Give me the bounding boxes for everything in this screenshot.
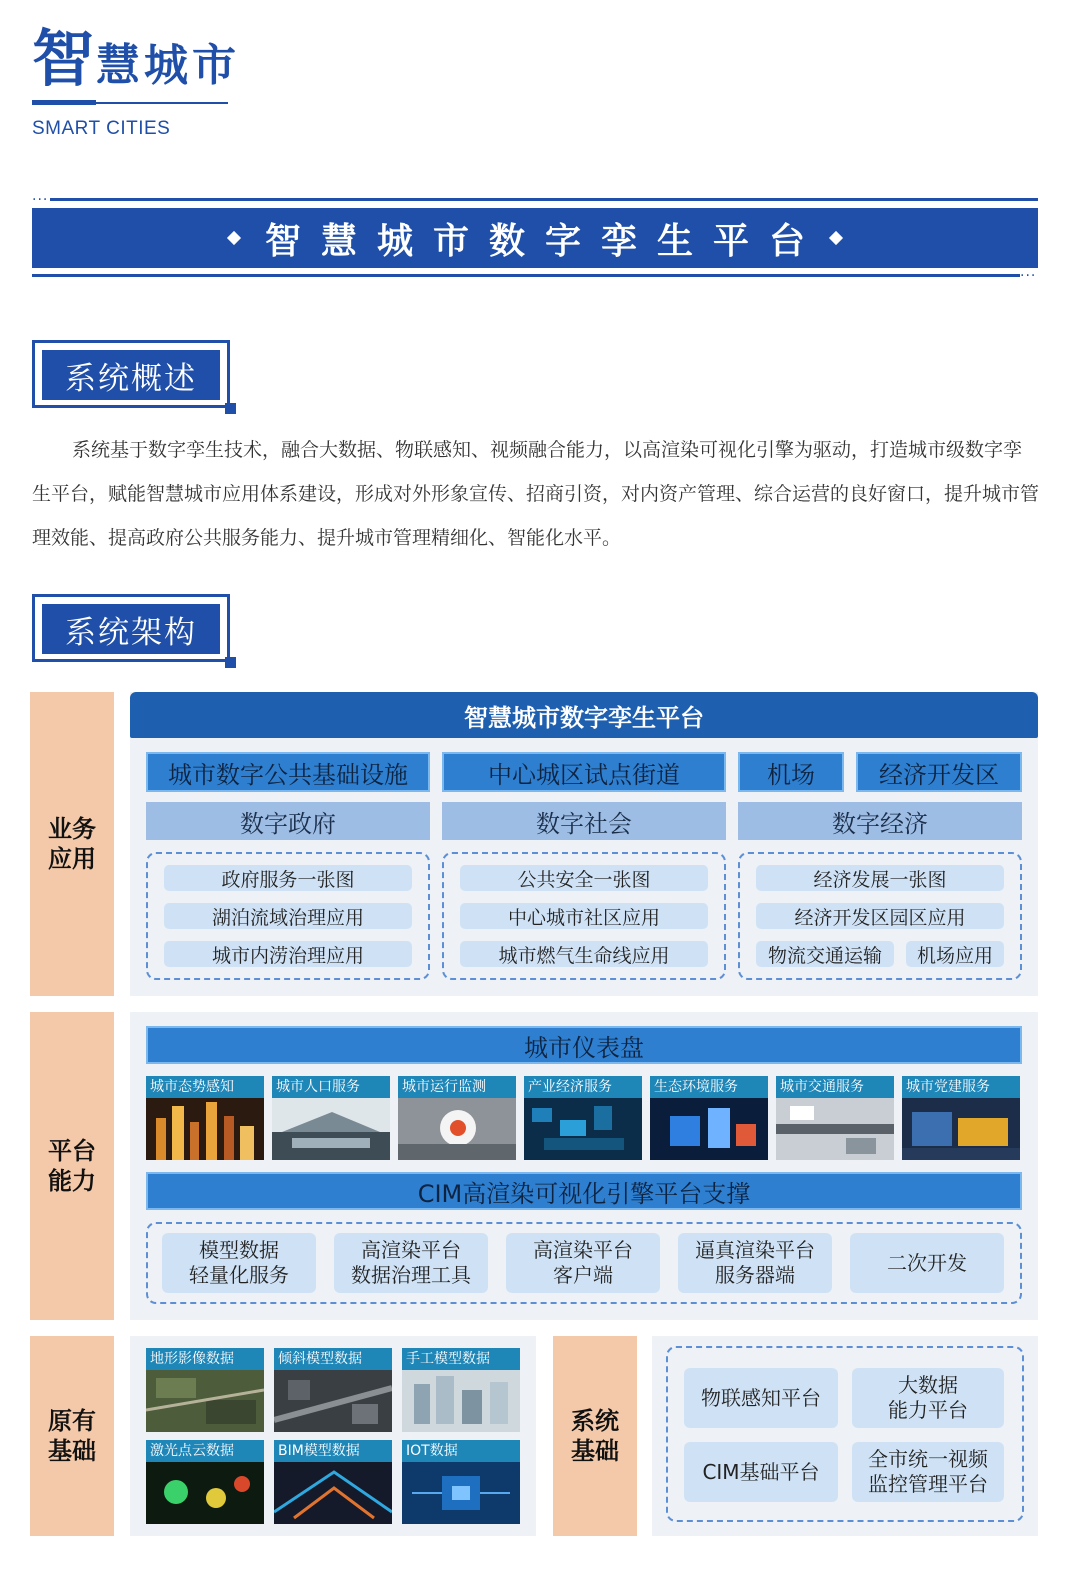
app-item: 经济发展一张图 — [756, 865, 1004, 891]
terrain-image — [146, 1370, 264, 1432]
app-item: 城市燃气生命线应用 — [460, 941, 708, 967]
overview-paragraph: 系统基于数字孪生技术，融合大数据、物联感知、视频融合能力，以高渲染可视化引擎为驱动，打造城市级数字孪生平台，赋能智慧城市应用体系建设，形成对外形象宣传、招商引资，对内资产管理、综合运营的良好窗口，提升城市管理效能、提高政府公共服务能力、提升城市管理精细化、智能化水平。 — [32, 439, 1040, 549]
service-tile — [398, 1076, 516, 1160]
app-item: 政府服务一张图 — [164, 865, 412, 891]
brand-underline-thin — [96, 102, 228, 104]
banner-line-bottom — [32, 274, 1020, 277]
banner-dots-top: ··· — [32, 192, 49, 208]
service-tile — [524, 1076, 642, 1160]
data-tile — [274, 1348, 392, 1432]
heading-corner-square — [225, 403, 236, 414]
data-tile — [146, 1440, 264, 1524]
app-item: 湖泊流域治理应用 — [164, 903, 412, 929]
heading-corner-square — [225, 657, 236, 668]
service-tile-label: 城市人口服务 — [272, 1076, 390, 1098]
app-item: 机场应用 — [906, 941, 1004, 967]
point-cloud-image — [146, 1462, 264, 1524]
system-base-card: 物联感知平台 — [684, 1368, 838, 1428]
platform-top-title: 智慧城市数字孪生平台 — [130, 692, 1038, 738]
brand-title-first-char: 智 — [32, 22, 97, 95]
layer-label-business: 业务 应用 — [30, 692, 114, 996]
service-tile-label: 城市党建服务 — [902, 1076, 1020, 1098]
app-item: 经济开发区园区应用 — [756, 903, 1004, 929]
cim-tool-card: 高渲染平台 数据治理工具 — [334, 1233, 488, 1293]
system-base-card: CIM基础平台 — [684, 1442, 838, 1502]
app-item: 物流交通运输 — [756, 941, 894, 967]
section-heading-overview — [32, 340, 230, 408]
environment-image — [650, 1098, 768, 1160]
service-tile-label: 生态环境服务 — [650, 1076, 768, 1098]
service-tile-label: 城市交通服务 — [776, 1076, 894, 1098]
banner-title: 智慧城市数字孪生平台 — [264, 220, 825, 262]
banner-dots-bottom: ··· — [1020, 268, 1037, 284]
domain-digital-government: 数字政府 — [146, 802, 430, 840]
cim-tool-card: 高渲染平台 客户端 — [506, 1233, 660, 1293]
system-base-card: 全市统一视频 监控管理平台 — [852, 1442, 1004, 1502]
data-tile-label: BIM模型数据 — [274, 1440, 392, 1462]
service-tile — [776, 1076, 894, 1160]
data-tile-label: 激光点云数据 — [146, 1440, 264, 1462]
service-tile-label: 城市态势感知 — [146, 1076, 264, 1098]
data-tile-label: 手工模型数据 — [402, 1348, 520, 1370]
service-tile — [902, 1076, 1020, 1160]
brand-underline-thick — [32, 100, 96, 105]
data-tile-label: 倾斜模型数据 — [274, 1348, 392, 1370]
app-item: 中心城市社区应用 — [460, 903, 708, 929]
scenario-economic-zone: 经济开发区 — [856, 752, 1022, 792]
system-base-card: 大数据 能力平台 — [852, 1368, 1004, 1428]
service-tile — [272, 1076, 390, 1160]
diamond-bullet-icon — [227, 231, 241, 245]
section-heading-overview-label: 系统概述 — [42, 350, 220, 400]
app-item: 城市内涝治理应用 — [164, 941, 412, 967]
section-heading-architecture-label: 系统架构 — [42, 604, 220, 654]
service-tile-label: 城市运行监测 — [398, 1076, 516, 1098]
iot-chip-image — [402, 1462, 520, 1524]
service-tile — [146, 1076, 264, 1160]
banner-line-top — [50, 198, 1038, 201]
cim-tool-card: 二次开发 — [850, 1233, 1004, 1293]
title-banner — [32, 208, 1038, 268]
section-heading-architecture — [32, 594, 230, 662]
scenario-infrastructure: 城市数字公共基础设施 — [146, 752, 430, 792]
domain-digital-economy: 数字经济 — [738, 802, 1022, 840]
cim-tool-card: 逼真渲染平台 服务器端 — [678, 1233, 832, 1293]
layer-label-system-base: 系统 基础 — [553, 1336, 637, 1536]
oblique-model-image — [274, 1370, 392, 1432]
traffic-image — [776, 1098, 894, 1160]
cim-tool-card: 模型数据 轻量化服务 — [162, 1233, 316, 1293]
data-tile-label: 地形影像数据 — [146, 1348, 264, 1370]
layer-label-platform: 平台 能力 — [30, 1012, 114, 1320]
data-tile — [402, 1440, 520, 1524]
service-tile — [650, 1076, 768, 1160]
monitoring-image — [398, 1098, 516, 1160]
data-tile — [274, 1440, 392, 1524]
data-tile — [402, 1348, 520, 1432]
data-tile-label: IOT数据 — [402, 1440, 520, 1462]
cim-engine-title: CIM高渲染可视化引擎平台支撑 — [146, 1172, 1022, 1210]
service-tile-label: 产业经济服务 — [524, 1076, 642, 1098]
brand-subtitle-en: SMART CITIES — [32, 118, 171, 139]
app-item: 公共安全一张图 — [460, 865, 708, 891]
manual-model-image — [402, 1370, 520, 1432]
scenario-central-district: 中心城区试点街道 — [442, 752, 726, 792]
layer-label-foundation: 原有 基础 — [30, 1336, 114, 1536]
bim-model-image — [274, 1462, 392, 1524]
dashboard-title: 城市仪表盘 — [146, 1026, 1022, 1064]
domain-digital-society: 数字社会 — [442, 802, 726, 840]
building-render-image — [272, 1098, 390, 1160]
city-night-image — [146, 1098, 264, 1160]
economy-map-image — [524, 1098, 642, 1160]
diamond-bullet-icon — [829, 231, 843, 245]
data-tile — [146, 1348, 264, 1432]
party-building-image — [902, 1098, 1020, 1160]
brand-title-rest: 慧城市 — [96, 40, 240, 91]
scenario-airport: 机场 — [738, 752, 844, 792]
